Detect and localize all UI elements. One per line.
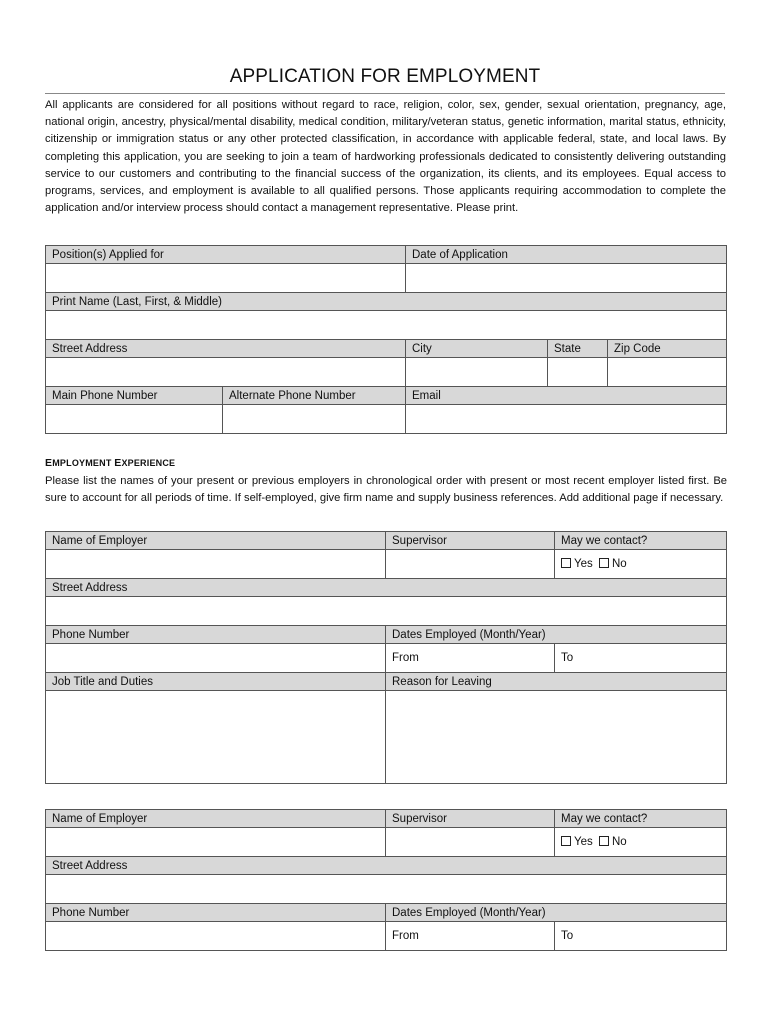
city-field[interactable] <box>406 358 548 387</box>
position-label: Position(s) Applied for <box>46 246 406 264</box>
email-label: Email <box>406 387 727 405</box>
state-field[interactable] <box>548 358 608 387</box>
supervisor-field[interactable] <box>386 828 555 857</box>
zip-label: Zip Code <box>608 340 727 358</box>
employer-phone-field[interactable] <box>46 644 386 673</box>
main-phone-label: Main Phone Number <box>46 387 223 405</box>
contact-yes-option[interactable]: Yes <box>561 836 593 848</box>
applicant-info-table <box>45 245 727 434</box>
employer-name-label: Name of Employer <box>46 532 386 550</box>
alt-phone-field[interactable] <box>223 405 406 434</box>
contact-label: May we contact? <box>555 810 727 828</box>
state-label: State <box>548 340 608 358</box>
contact-label: May we contact? <box>555 532 727 550</box>
employer-name-label: Name of Employer <box>46 810 386 828</box>
contact-no-option[interactable]: No <box>599 558 627 570</box>
employment-experience-heading: EMPLOYMENT EXPERIENCE <box>45 457 176 469</box>
job-duties-field[interactable] <box>46 691 386 784</box>
contact-no-option[interactable]: No <box>599 836 627 848</box>
employer-street-label: Street Address <box>46 857 727 875</box>
name-field[interactable] <box>46 311 727 340</box>
name-label: Print Name (Last, First, & Middle) <box>46 293 727 311</box>
street-label: Street Address <box>46 340 406 358</box>
date-label: Date of Application <box>406 246 727 264</box>
employer-phone-field[interactable] <box>46 922 386 951</box>
from-field[interactable]: From <box>386 922 555 951</box>
to-field[interactable]: To <box>555 922 727 951</box>
city-label: City <box>406 340 548 358</box>
employer-2-table <box>45 809 727 951</box>
zip-field[interactable] <box>608 358 727 387</box>
employer-phone-label: Phone Number <box>46 904 386 922</box>
checkbox-icon[interactable] <box>561 558 571 568</box>
job-duties-label: Job Title and Duties <box>46 673 386 691</box>
checkbox-icon[interactable] <box>599 558 609 568</box>
supervisor-field[interactable] <box>386 550 555 579</box>
employer-phone-label: Phone Number <box>46 626 386 644</box>
email-field[interactable] <box>406 405 727 434</box>
employer-street-field[interactable] <box>46 875 727 904</box>
position-field[interactable] <box>46 264 406 293</box>
contact-options <box>555 550 727 579</box>
supervisor-label: Supervisor <box>386 532 555 550</box>
checkbox-icon[interactable] <box>561 836 571 846</box>
title-divider <box>45 93 725 94</box>
date-field[interactable] <box>406 264 727 293</box>
from-field[interactable]: From <box>386 644 555 673</box>
dates-employed-label: Dates Employed (Month/Year) <box>386 904 727 922</box>
reason-leaving-field[interactable] <box>386 691 727 784</box>
supervisor-label: Supervisor <box>386 810 555 828</box>
street-field[interactable] <box>46 358 406 387</box>
checkbox-icon[interactable] <box>599 836 609 846</box>
reason-leaving-label: Reason for Leaving <box>386 673 727 691</box>
alt-phone-label: Alternate Phone Number <box>223 387 406 405</box>
to-field[interactable]: To <box>555 644 727 673</box>
document-title: APPLICATION FOR EMPLOYMENT <box>229 66 541 87</box>
experience-instructions: Please list the names of your present or previous employers in chronological order with present or most recent employer listed first. Be sure to account for all periods of time. If self-employed, give firm name and supply business references. Add additional page if necessary. <box>45 475 727 505</box>
intro-paragraph: All applicants are considered for all positions without regard to race, religion, color, sex, gender, sexual orientation, pregnancy, age, national origin, ancestry, physical/mental disability, medical condition, military/veteran status, genetic information, marital status, ethnicity, citizenship or immigration status or any other protected classification, in accordance with applicable federal, state, and local laws. By completing this application, you are seeking to join a team of hardworking professionals dedicated to consistently delivering outstanding service to our customers and contributing to the financial success of the organization, its clients, and its employees. Equal access to programs, services, and employment is available to all qualified persons. Those applicants requiring accommodation to complete the application and/or interview process should contact a management representative. Please print. <box>45 99 726 215</box>
employer-street-field[interactable] <box>46 597 727 626</box>
contact-yes-option[interactable]: Yes <box>561 558 593 570</box>
employer-name-field[interactable] <box>46 550 386 579</box>
main-phone-field[interactable] <box>46 405 223 434</box>
contact-options <box>555 828 727 857</box>
dates-employed-label: Dates Employed (Month/Year) <box>386 626 727 644</box>
employer-name-field[interactable] <box>46 828 386 857</box>
employer-street-label: Street Address <box>46 579 727 597</box>
employer-1-table <box>45 531 727 784</box>
